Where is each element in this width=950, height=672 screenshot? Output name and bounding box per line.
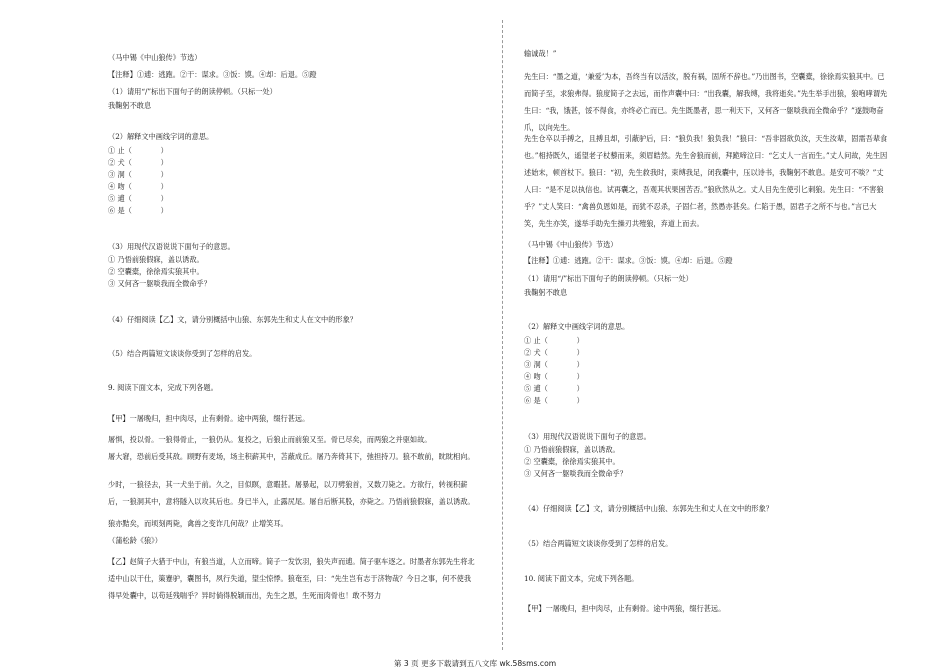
right-text-line: ① 止（ ） — [524, 336, 584, 345]
left-text-line: ① 止（ ） — [108, 146, 168, 155]
left-text-line: （2）解释文中画线字词的意思。 — [108, 132, 214, 141]
left-text-line: 【甲】一屠晚归，担中肉尽，止有剩骨。途中两狼，缀行甚远。 — [108, 414, 310, 423]
right-text-line: 我鞠躬不敢息 — [524, 288, 568, 297]
right-text-line: （4）仔细阅读【乙】文，请分别概括中山狼、东郭先生和丈人在文中的形象？ — [524, 504, 773, 513]
left-text-line: 9. 阅读下面文本，完成下列各题。 — [108, 383, 218, 392]
right-text-line: ② 犬（ ） — [524, 348, 584, 357]
right-text-line: （1）请用“/”标出下面句子的朗读停顿。（只标一处） — [524, 274, 693, 283]
left-text-line: 狼亦黠矣，而顷刻两毙，禽兽之变诈几何哉？止增笑耳。 — [108, 519, 288, 528]
left-text-line: （马中锡《中山狼传》节选） — [108, 53, 202, 62]
left-text-line: （5）结合两篇短文谈谈你受到了怎样的启发。 — [108, 349, 257, 358]
right-text-line: ⑥ 是（ ） — [524, 396, 584, 405]
left-text-line: ② 空囊橐，徐徐焉实狼其中。 — [108, 267, 204, 276]
right-text-line: 先生仓卒以手搏之，且搏且却，引蔽驴后，曰：“狼负我！狼负我！”狼曰：“吾非固欲负汝，天生汝辈，固需吾辈食也。”相持既久，遥望老子杖藜而来，须眉皓然。先生舍狼而前，拜跪啼泣曰：“乞丈人一言而生。”丈人问故，先生因述始末，顿首杖下。狼曰：“初，先生救我时，束缚我足，闭我囊中，压以诗书，我鞠躬不敢息。是安可不啖？”丈人曰：“是不足以执信也。试再囊之，吾观其状果困苦否。”狼欣然从之。丈人目先生使引匕刺狼。先生曰：“不害狼乎？”丈人笑曰：“禽兽负恩如是，而犹不忍杀，子固仁者，然愚亦甚矣。仁陷于愚，固君子之所不与也。”言已大笑，先生亦笑，遂举手助先生操刃共殪狼，弃道上而去。 — [524, 134, 888, 228]
right-text-line: ② 空囊橐，徐徐焉实狼其中。 — [524, 457, 620, 466]
left-text-line: ⑤ 逋（ ） — [108, 194, 168, 203]
left-text-line: ② 犬（ ） — [108, 158, 168, 167]
right-text-line: ⑤ 逋（ ） — [524, 384, 584, 393]
left-text-line: ④ 吻（ ） — [108, 182, 168, 191]
right-text-line: （5）结合两篇短文谈谈你受到了怎样的启发。 — [524, 539, 673, 548]
left-text-line: 我鞠躬不敢息 — [108, 101, 152, 110]
left-text-line: 屠大窘，恐前后受其敌。顾野有麦场，场主积薪其中，苫蔽成丘。屠乃奔倚其下，弛担持刀。狼不敢前，眈眈相向。 — [108, 452, 475, 461]
right-text-line: ③ 洞（ ） — [524, 360, 584, 369]
left-text-line: 【乙】赵简子大猎于中山，有狼当道，人立而啼。简子一发饮羽，狼失声而逋。简子驱车逐之。时墨者东郭先生将北适中山以干仕，策蹇驴，囊图书，夙行失道，望尘惊悸。狼奄至，曰：“先生岂有志于济物哉？今日之事，何不使我得早处囊中，以苟延残喘乎？异时倘得脱颖而出，先生之恩，生死而肉骨也！敢不努力 — [108, 557, 475, 600]
left-text-line: （蒲松龄《狼》） — [108, 536, 162, 545]
right-text-line: （3）用现代汉语说说下面句子的意思。 — [524, 432, 651, 441]
right-text-line: 【注释】①逋：逃跑。②干：谋求。③饭：馍。④却：后退。⑤蹬 — [524, 256, 733, 265]
left-text-line: （4）仔细阅读【乙】文，请分别概括中山狼、东郭先生和丈人在文中的形象？ — [108, 315, 357, 324]
right-text-line: （马中锡《中山狼传》节选） — [524, 240, 618, 249]
page-footer: 第 3 页 更多下载请到五八文库 wk.58sms.com — [393, 659, 557, 668]
right-text-line: 先生曰：“墨之道，‘兼爱’为本，吾终当有以活汝，脱有祸，固所不辞也。”乃出图书，空囊橐，徐徐焉实狼其中。已而简子至，求狼弗得。狼度简子之去远，而作声囊中曰：“出我囊，解我缚，我将逝矣。”先生举手出狼，狼咆哮谓先生曰：“我，饿甚，馁不得食，亦终必亡而已。先生既墨者，思一利天下，又何吝一躯啖我而全微命乎？”遂鼓吻奋爪，以向先生。 — [524, 72, 888, 132]
right-text-line: ① 乃悟前狼假寐，盖以诱敌。 — [524, 445, 620, 454]
left-text-line: （1）请用“/”标出下面句子的朗读停顿。（只标一处） — [108, 87, 277, 96]
right-text-line: ④ 吻（ ） — [524, 372, 584, 381]
left-text-line: 屠惧，投以骨。一狼得骨止，一狼仍从。复投之，后狼止而前狼又至。骨已尽矣，而两狼之并驱如故。 — [108, 435, 432, 444]
right-text-line: ③ 又何吝一躯啖我而全微命乎？ — [524, 469, 627, 478]
right-text-line: （2）解释文中画线字词的意思。 — [524, 322, 630, 331]
left-text-line: ⑥ 是（ ） — [108, 206, 168, 215]
left-text-line: 【注释】①逋：逃跑。②干：谋求。③饭：馍。④却：后退。⑤蹬 — [108, 70, 317, 79]
left-text-line: ① 乃悟前狼假寐，盖以诱敌。 — [108, 255, 204, 264]
left-text-line: （3）用现代汉语说说下面句子的意思。 — [108, 242, 235, 251]
right-text-line: 10. 阅读下面文本，完成下列各题。 — [524, 574, 639, 583]
left-text-line: ③ 洞（ ） — [108, 170, 168, 179]
right-text-line: 【甲】一屠晚归，担中肉尽，止有剩骨。途中两狼，缀行甚远。 — [524, 604, 726, 613]
right-text-line: 输诚哉！” — [524, 49, 557, 58]
left-text-line: 少时，一狼径去，其一犬坐于前。久之，目似瞑，意暇甚。屠暴起，以刀劈狼首，又数刀毙之。方欲行，转视积薪后，一狼洞其中，意将隧入以攻其后也。身已半入，止露尻尾。屠自后断其股，亦毙之。乃悟前狼假寐，盖以诱敌。 — [108, 480, 475, 506]
left-text-line: ③ 又何吝一躯啖我而全微命乎？ — [108, 279, 211, 288]
column-divider — [502, 20, 503, 650]
